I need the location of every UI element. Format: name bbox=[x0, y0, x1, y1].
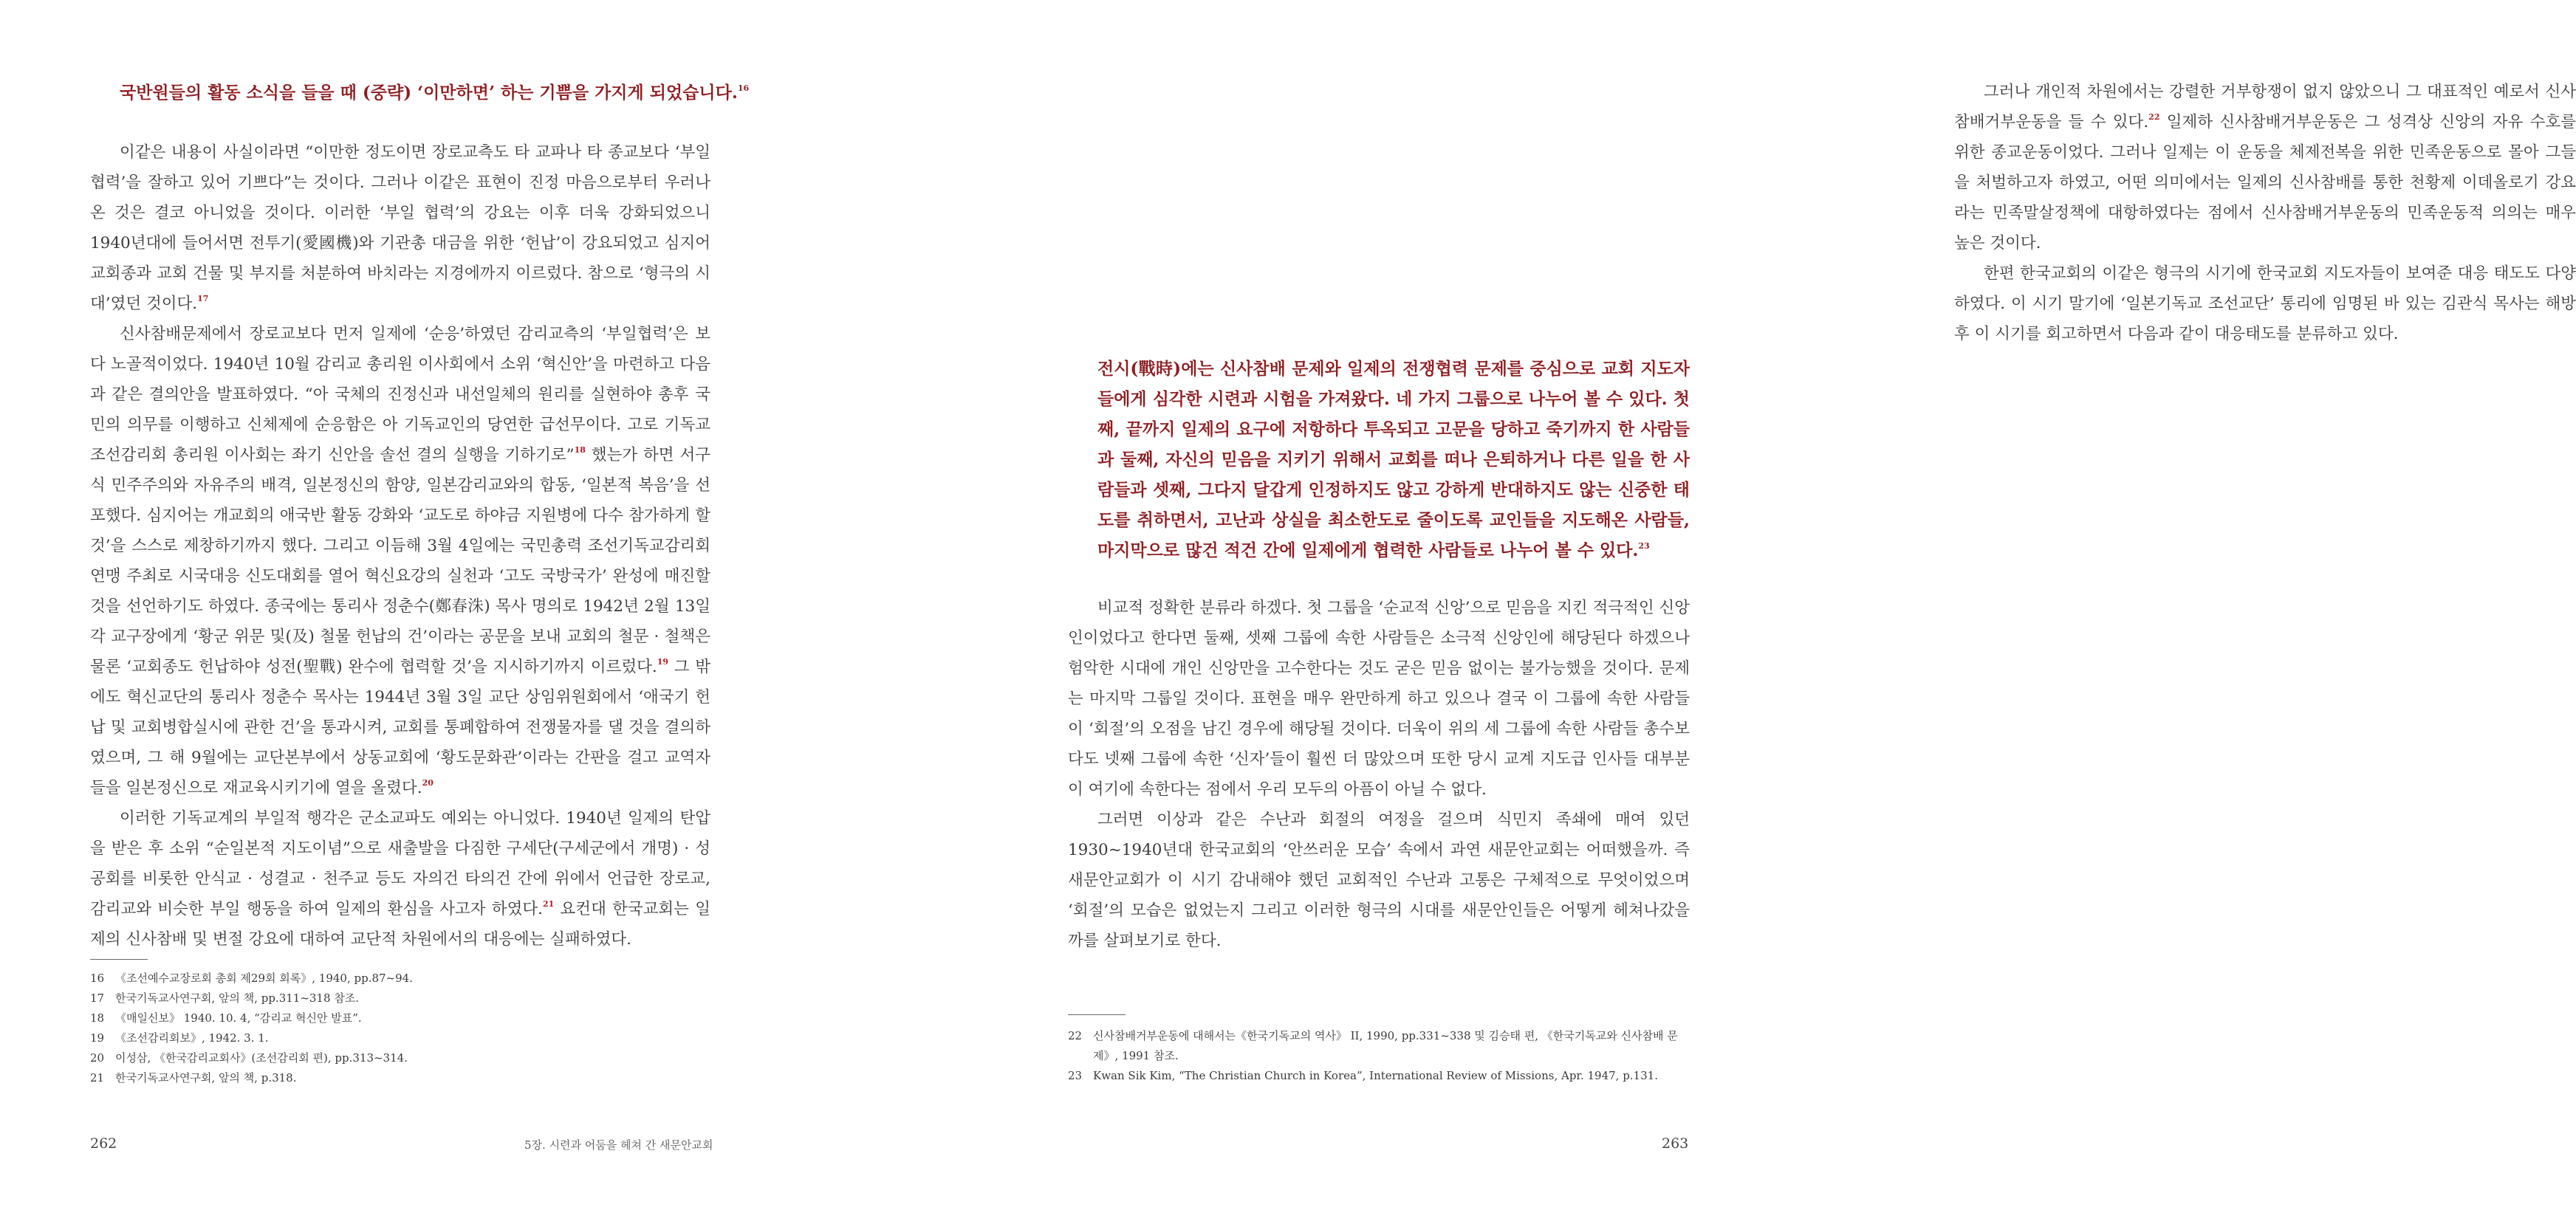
footnote-text: 《매일신보》 1940. 10. 4, “감리교 혁신안 발표”. bbox=[115, 1011, 362, 1025]
paragraph: 한편 한국교회의 이같은 형극의 시기에 한국교회 지도자들이 보여준 대응 태도도 다양하였다. 이 시기 말기에 ‘일본기독교 조선교단’ 통리에 임명된 바 있는 김관식 목사는 해방 후 이 시기를 회고하면서 다음과 같이 대응태도를 분류하고 있다. bbox=[1954, 264, 2576, 343]
footnote-ref[interactable]: 19 bbox=[657, 657, 669, 667]
footnote-ref[interactable]: 17 bbox=[197, 294, 209, 303]
footnote-number: 20 bbox=[90, 1051, 105, 1065]
footnote-number: 17 bbox=[90, 991, 105, 1005]
paragraph bbox=[90, 803, 710, 955]
body-text bbox=[90, 137, 710, 955]
footnote-number: 19 bbox=[90, 1031, 105, 1045]
quote-text: 전시(戰時)에는 신사참배 문제와 일제의 전쟁협력 문제를 중심으로 교회 지도자들에게 심각한 시련과 시험을 가져왔다. 네 가지 그룹으로 나누어 볼 수 있다. 첫째, 끝까지 일제의 요구에 저항하다 투옥되고 고문을 당하고 죽기까지 한 사람들과 둘째, 자신의 믿음을 지키기 위해서 교회를 떠나 은퇴하거나 다른 일을 한 사람들과 셋째, 그다지 달갑게 인정하지도 않고 강하게 반대하지도 않는 신중한 태도를 취하면서, 고난과 상실을 최소한도로 줄이도록 교인들을 지도해온 사람들, 마지막으로 많건 적건 간에 일제에게 협력한 사람들로 나누어 볼 수 있다. bbox=[1097, 359, 1690, 560]
body-text bbox=[1068, 593, 1690, 956]
paragraph: 그러면 이상과 같은 수난과 회절의 여정을 걸으며 식민지 족쇄에 매여 있던 1930~1940년대 한국교회의 ‘안쓰러운 모습’ 속에서 과연 새문안교회는 어떠했을까. 즉 새문안교회가 이 시기 감내해야 했던 교회적인 수난과 고통은 구체적으로 무엇이었으며 ‘회절’의 모습은 없었는지 그리고 이러한 형극의 시대를 새문안인들은 어떻게 헤쳐나갔을까를 살펴보기로 한다. bbox=[1068, 811, 1690, 950]
footnote-ref[interactable]: 22 bbox=[2148, 112, 2160, 122]
footnote bbox=[1068, 1066, 1690, 1086]
footnote bbox=[90, 1048, 710, 1068]
footnote bbox=[90, 1028, 710, 1048]
footnotes bbox=[1068, 1026, 1690, 1086]
footnote-text: 《조선감리회보》, 1942. 3. 1. bbox=[115, 1031, 269, 1045]
block-quote bbox=[1097, 354, 1690, 566]
footnote-ref[interactable]: 16 bbox=[737, 83, 750, 93]
quote-text: 국반원들의 활동 소식을 들을 때 (중략) ‘이만하면’ 하는 기쁨을 가지게 되었습니다. bbox=[120, 83, 738, 103]
footnotes bbox=[90, 969, 710, 1088]
running-head: 5장. 시련과 어둠을 헤쳐 간 새문안교회 bbox=[524, 1138, 713, 1152]
paragraph-text: 이러한 기독교계의 부일적 행각은 군소교파도 예외는 아니었다. 1940년 일제의 탄압을 받은 후 소위 “순일본적 지도이념”으로 새출발을 다짐한 구세단(구세군에서 개명) · 성공회를 비롯한 안식교 · 성결교 · 천주교 등도 자의건 타의건 간에 위에서 언급한 장로교, 감리교와 비슷한 부일 행동을 하여 일제의 환심을 사고자 하였다. bbox=[90, 809, 710, 918]
paragraph-text: 요컨대 한국교회는 일제의 신사참배 및 변절 강요에 대하여 교단적 차원에서의 대응에는 실패하였다. bbox=[90, 900, 710, 949]
paragraph: 비교적 정확한 분류라 하겠다. 첫 그룹을 ‘순교적 신앙’으로 믿음을 지킨 적극적인 신앙인이었다고 한다면 둘째, 셋째 그룹에 속한 사람들은 소극적 신앙인에 해당된다 하겠으나 험악한 시대에 개인 신앙만을 고수한다는 것도 굳은 믿음 없이는 불가능했을 것이다. 문제는 마지막 그룹일 것이다. 표현을 매우 완만하게 하고 있으나 결국 이 그룹에 속한 사람들이 ‘회절’의 오점을 남긴 경우에 해당될 것이다. 더욱이 위의 세 그룹에 속한 사람들 총수보다도 넷째 그룹에 속한 ‘신자’들이 훨씬 더 많았으며 또한 당시 교계 지도급 인사들 대부분이 여기에 속한다는 점에서 우리 모두의 아픔이 아닐 수 없다. bbox=[1068, 599, 1690, 799]
footnote-text: 《조선예수교장로회 총회 제29회 회록》, 1940, pp.87~94. bbox=[115, 972, 413, 985]
paragraph-text: 일제하 신사참배거부운동은 그 성격상 신앙의 자유 수호를 위한 종교운동이었다. 그러나 일제는 이 운동을 체제전복을 위한 민족운동으로 몰아 그들을 처벌하고자 하였고, 어떤 의미에서는 일제의 신사참배를 통한 천황제 이데올로기 강요라는 민족말살정책에 대항하였다는 점에서 신사참배거부운동의 민족운동적 의의는 매우 높은 것이다. bbox=[1954, 113, 2576, 252]
paragraph-text: 이같은 내용이 사실이라면 “이만한 정도이면 장로교측도 타 교파나 타 종교보다 ‘부일협력’을 잘하고 있어 기쁘다”는 것이다. 그러나 이같은 표현이 진정 마음으로부터 우러나온 것은 결코 아니었을 것이다. 이러한 ‘부일 협력’의 강요는 이후 더욱 강화되었으니 1940년대에 들어서면 전투기(愛國機)와 기관총 대금을 위한 ‘헌납’이 강요되었고 심지어 교회종과 교회 건물 및 부지를 처분하여 바치라는 지경에까지 이르렀다. 참으로 ‘형극의 시대’였던 것이다. bbox=[90, 143, 710, 313]
footnote-divider bbox=[90, 959, 148, 960]
footnote-number: 16 bbox=[90, 972, 105, 985]
page-number: 262 bbox=[90, 1135, 117, 1152]
footnote-text: 신사참배거부운동에 대해서는《한국기독교의 역사》 II, 1990, pp.331~338 및 김승태 편, 《한국기독교와 신사참배 문제》, 1991 참조. bbox=[1093, 1029, 1678, 1062]
footnote-text: 이성삼, 《한국감리교회사》(조선감리회 편), pp.313~314. bbox=[115, 1051, 408, 1065]
paragraph bbox=[90, 319, 710, 803]
paragraph-text: 신사참배문제에서 장로교보다 먼저 일제에 ‘순응’하였던 감리교측의 ‘부일협력’은 보다 노골적이었다. 1940년 10월 감리교 총리원 이사회에서 소위 ‘혁신안’을 마련하고 다음과 같은 결의안을 발표하였다. “아 국체의 진정신과 내선일체의 원리를 실현하야 총후 국민의 의무를 이행하고 신체제에 순응함은 아 기독교인의 당연한 급선무이다. 고로 기독교조선감리회 총리원 이사회는 좌기 신안을 솔선 결의 실행을 기하기로” bbox=[90, 325, 710, 464]
footnote-ref[interactable]: 21 bbox=[542, 899, 555, 909]
footnote bbox=[90, 1008, 710, 1028]
footnote-text: 한국기독교사연구회, 앞의 책, pp.311~318 참조. bbox=[115, 991, 360, 1005]
footnote bbox=[90, 1068, 710, 1088]
page-number: 263 bbox=[1662, 1135, 1689, 1152]
paragraph-text: 그 밖에도 혁신교단의 통리사 정춘수 목사는 1944년 3월 3일 교단 상임위원회에서 ‘애국기 헌납 및 교회병합실시에 관한 건’을 통과시켜, 교회를 통폐합하여 전쟁물자를 댈 것을 결의하였으며, 그 해 9월에는 교단본부에서 상동교회에 ‘황도문화관’이라는 간판을 걸고 교역자들을 일본정신으로 재교육시키기에 열을 올렸다. bbox=[90, 658, 710, 797]
left-page bbox=[0, 0, 886, 1210]
footnote-text: Kwan Sik Kim, “The Christian Church in Korea”, International Review of Missions, Apr. 1947, p.131. bbox=[1093, 1069, 1658, 1082]
footnote bbox=[90, 989, 710, 1008]
footnote bbox=[1068, 1026, 1690, 1066]
footnote-ref[interactable]: 20 bbox=[422, 778, 434, 788]
paragraph bbox=[90, 137, 710, 319]
paragraph-text: 그러나 개인적 차원에서는 강렬한 거부항쟁이 없지 않았으니 그 대표적인 예로서 신사참배거부운동을 들 수 있다. bbox=[1954, 83, 2576, 131]
footnote-divider bbox=[1068, 1014, 1126, 1015]
block-quote bbox=[120, 78, 750, 108]
body-text bbox=[1954, 77, 2576, 349]
paragraph bbox=[1954, 77, 2576, 258]
footnote-text: 한국기독교사연구회, 앞의 책, p.318. bbox=[115, 1071, 297, 1084]
footnote-number: 18 bbox=[90, 1011, 105, 1025]
footnote-number: 23 bbox=[1068, 1069, 1083, 1082]
footnote bbox=[90, 969, 710, 989]
footnote-ref[interactable]: 18 bbox=[574, 445, 586, 455]
footnote-number: 21 bbox=[90, 1071, 105, 1084]
footnote-ref[interactable]: 23 bbox=[1638, 541, 1650, 551]
footnote-number: 22 bbox=[1068, 1029, 1083, 1042]
paragraph-text: 했는가 하면 서구식 민주주의와 자유주의 배격, 일본정신의 함양, 일본감리교와의 합동, ‘일본적 복음’을 선포했다. 심지어는 개교회의 애국반 활동 강화와 ‘교도로 하야금 지원병에 다수 참가하게 할 것’을 스스로 제창하기까지 했다. 그리고 이듬해 3월 4일에는 국민총력 조선기독교감리회연맹 주최로 시국대응 신도대회를 열어 혁신요강의 실천과 ‘고도 국방국가’ 완성에 매진할 것을 선언하기도 하였다. 종국에는 통리사 정춘수(鄭春洙) 목사 명의로 1942년 2월 13일 각 교구장에게 ‘황군 위문 및(及) 철물 헌납의 건’이라는 공문을 보내 교회의 철문 · 철책은 물론 ‘교회종도 헌납하야 성전(聖戰) 완수에 협력할 것’을 지시하기까지 이르렀다. bbox=[90, 446, 711, 676]
